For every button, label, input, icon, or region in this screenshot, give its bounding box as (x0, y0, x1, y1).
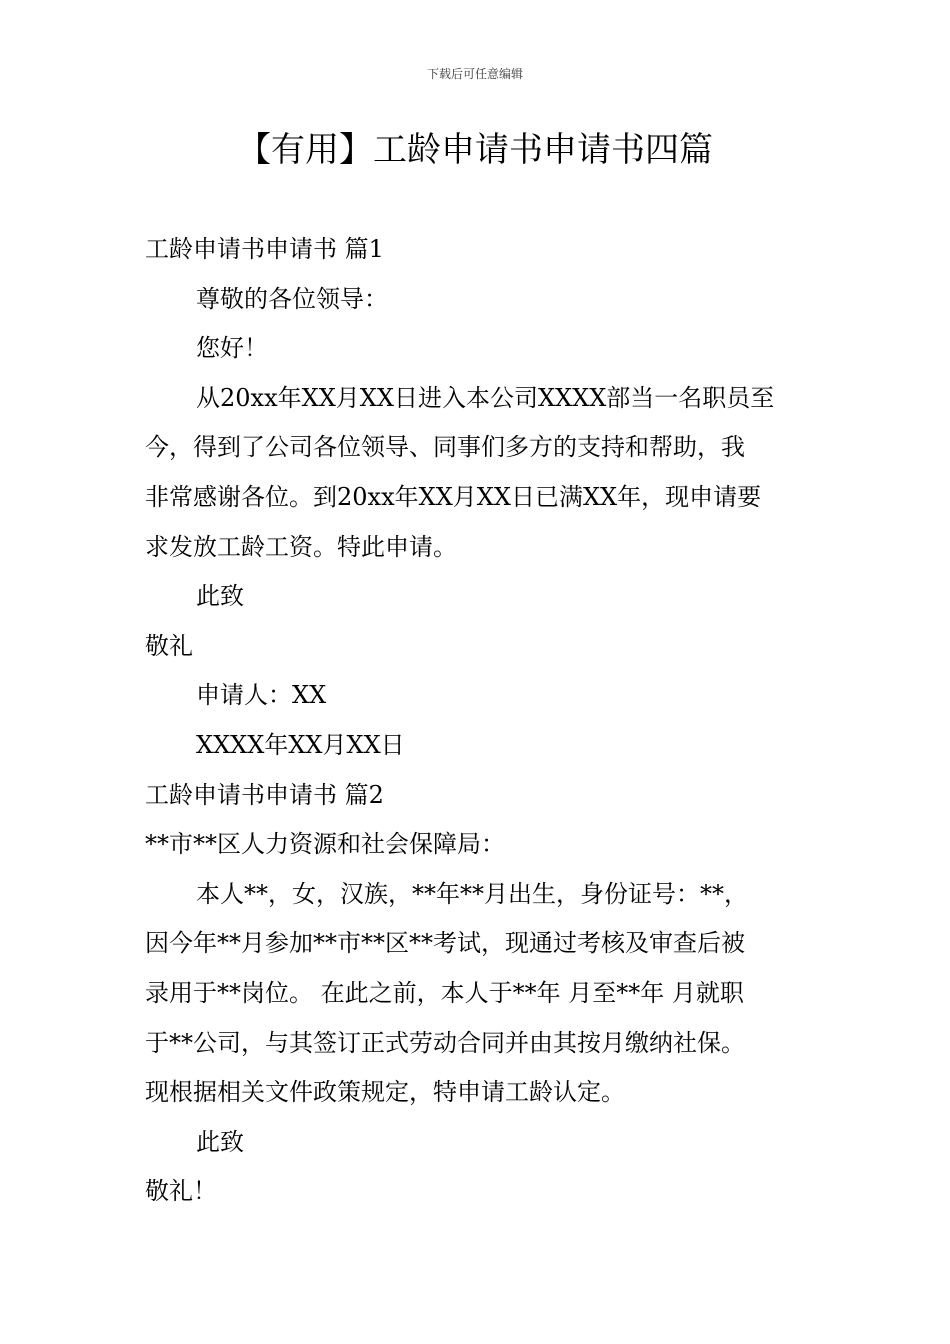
section-1-paragraph-line: 从20xx年XX月XX日进入本公司XXXX部当一名职员至 (196, 383, 775, 412)
section-1-paragraph-line: 非常感谢各位。到20xx年XX月XX日已满XX年，现申请要 (145, 482, 762, 511)
document-body (145, 225, 807, 1217)
section-1-closing-2: 敬礼 (145, 631, 193, 660)
section-2-paragraph-line: 因今年**月参加**市**区**考试，现通过考核及审查后被 (145, 929, 745, 958)
section-1-date: XXXX年XX月XX日 (196, 730, 405, 759)
section-1-greeting: 您好！ (196, 334, 268, 363)
section-1-salutation: 尊敬的各位领导： (196, 284, 388, 313)
header-note: 下载后可任意编辑 (426, 67, 523, 81)
section-1-paragraph-line: 求发放工龄工资。特此申请。 (145, 532, 457, 561)
section-1-paragraph-line: 今，得到了公司各位领导、同事们多方的支持和帮助，我 (145, 433, 745, 462)
section-2-heading: 工龄申请书申请书 篇2 (145, 780, 384, 809)
section-2-paragraph-line: 本人**，女，汉族，**年**月出生，身份证号：**， (196, 879, 748, 908)
section-2-closing-2: 敬礼！ (145, 1177, 217, 1206)
section-1-closing-1: 此致 (196, 582, 244, 611)
section-2-paragraph-line: 现根据相关文件政策规定，特申请工龄认定。 (145, 1078, 625, 1107)
section-1-heading: 工龄申请书申请书 篇1 (145, 235, 384, 263)
section-2-closing-1: 此致 (196, 1127, 244, 1156)
section-1-applicant: 申请人：XX (196, 681, 327, 710)
document-title: 【有用】工龄申请书申请书四篇 (237, 130, 713, 170)
section-2-paragraph-line: 于**公司，与其签订正式劳动合同并由其按月缴纳社保。 (145, 1028, 745, 1057)
section-2-recipient: **市**区人力资源和社会保障局： (145, 830, 505, 859)
section-2-paragraph-line: 录用于**岗位。 在此之前，本人于**年 月至**年 月就职 (145, 978, 744, 1007)
